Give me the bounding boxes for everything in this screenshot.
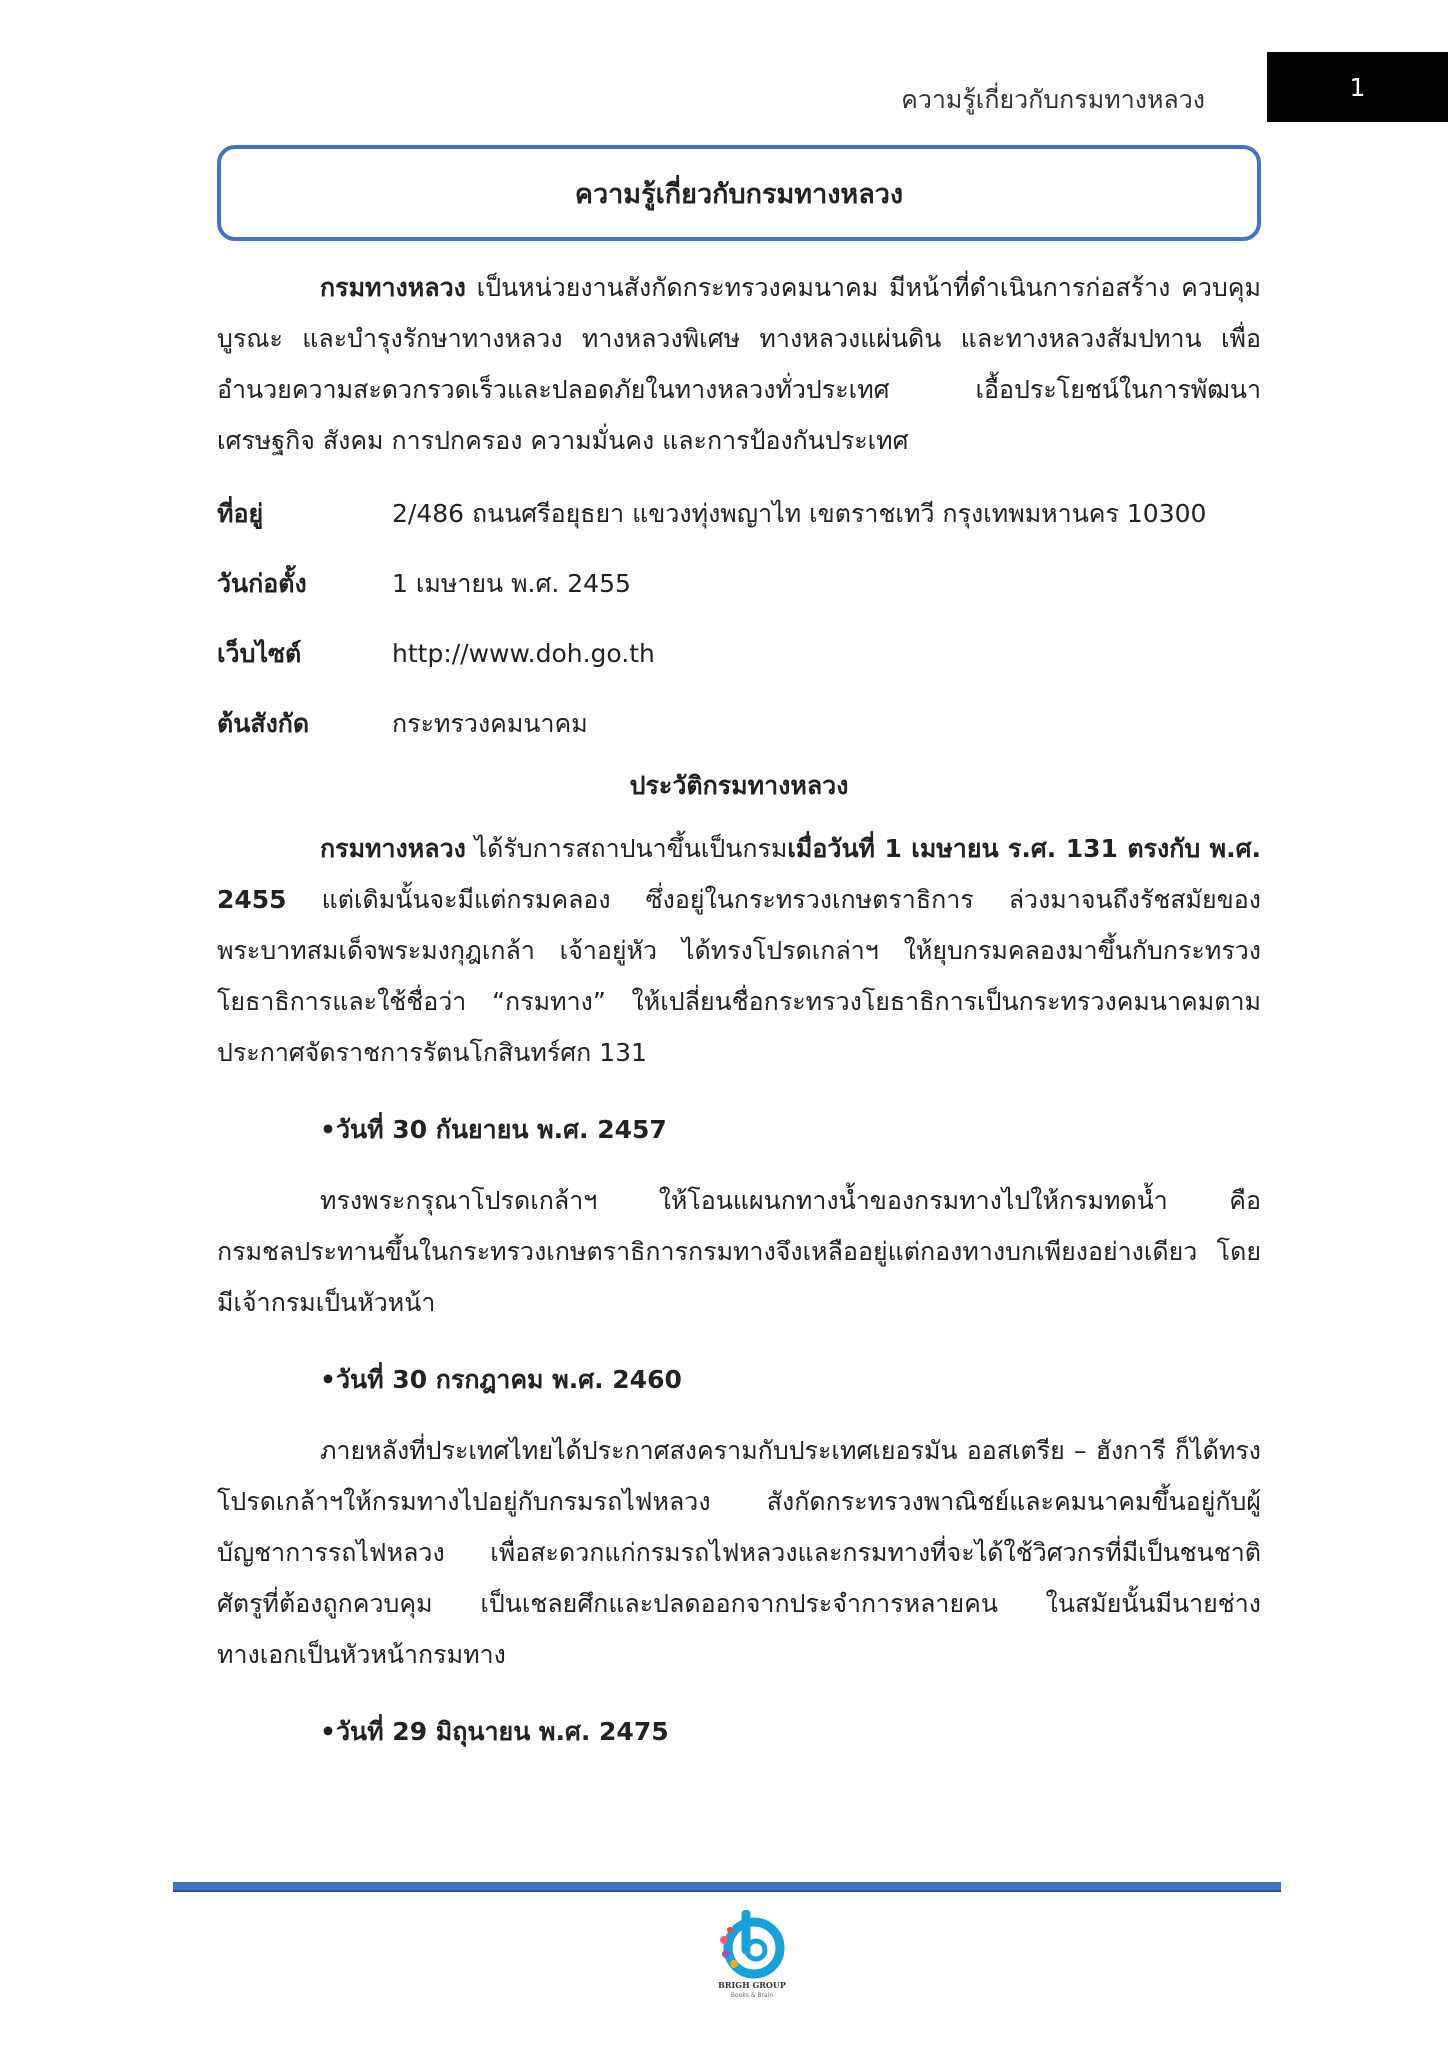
bullet-icon: • <box>320 1717 336 1746</box>
info-value: กระทรวงคมนาคม <box>392 708 588 738</box>
history-paragraph <box>217 823 1261 1078</box>
history-text-a: ได้รับการสถาปนาขึ้นเป็นกรม <box>465 834 788 863</box>
bullet-icon: • <box>320 1365 336 1394</box>
info-list <box>217 478 1261 758</box>
event-date: วันที่ 29 มิถุนายน พ.ศ. 2475 <box>336 1717 669 1746</box>
info-value: 1 เมษายน พ.ศ. 2455 <box>392 568 631 598</box>
title-box <box>217 145 1261 241</box>
info-label: ที่อยู่ <box>217 498 264 528</box>
intro-bold-lead: กรมทางหลวง <box>320 273 466 302</box>
logo-wordmark: BRIGH GROUP <box>718 1980 786 1990</box>
info-value: 2/486 ถนนศรีอยุธยา แขวงทุ่งพญาไท เขตราชเทวี กรุงเทพมหานคร 10300 <box>392 498 1207 528</box>
info-row-parent-agency <box>217 688 1261 758</box>
document-body <box>217 262 1261 1777</box>
event-date: วันที่ 30 กันยายน พ.ศ. 2457 <box>336 1115 667 1144</box>
info-label: เว็บไซต์ <box>217 638 302 668</box>
page-number: 1 <box>1349 72 1366 102</box>
history-heading: ประวัติกรมทางหลวง <box>629 771 849 800</box>
page-number-box <box>1267 52 1448 122</box>
website-link[interactable]: http://www.doh.go.th <box>392 638 655 668</box>
info-row-address <box>217 478 1261 548</box>
intro-paragraph <box>217 262 1261 466</box>
info-label: ต้นสังกัด <box>217 708 310 738</box>
event-bullet <box>320 1104 1261 1155</box>
event-bullet <box>320 1706 1261 1757</box>
document-title: ความรู้เกี่ยวกับกรมทางหลวง <box>574 178 904 210</box>
intro-text: เป็นหน่วยงานสังกัดกระทรวงคมนาคม มีหน้าที่ดำเนินการก่อสร้าง ควบคุม บูรณะ และบำรุงรักษาทางหลวง ทางหลวงพิเศษ ทางหลวงแผ่นดิน และทางหลวงสัมปทาน เพื่ออำนวยความสะดวกรวดเร็วและปลอดภัยในทางหลวงทั่วประเทศ เอื้อประโยชน์ในการพัฒนาเศรษฐกิจ สังคม การปกครอง ความมั่นคง และการป้องกันประเทศ <box>217 273 1261 455</box>
footer-rule <box>173 1882 1281 1892</box>
info-row-founded <box>217 548 1261 618</box>
info-row-website <box>217 618 1261 688</box>
brigh-group-logo-icon <box>716 1910 788 1990</box>
event-paragraph: ทรงพระกรุณาโปรดเกล้าฯ ให้โอนแผนกทางน้ำของกรมทางไปให้กรมทดน้ำ คือกรมชลประทานขึ้นในกระทรวงเกษตราธิการกรมทางจึงเหลืออยู่แต่กองทางบกเพียงอย่างเดียว โดยมีเจ้ากรมเป็นหัวหน้า <box>217 1186 1261 1317</box>
event-paragraph: ภายหลังที่ประเทศไทยได้ประกาศสงครามกับประเทศเยอรมัน ออสเตรีย – ฮังการี ก็ได้ทรงโปรดเกล้าฯให้กรมทางไปอยู่กับกรมรถไฟหลวง สังกัดกระทรวงพาณิชย์และคมนาคมขึ้นอยู่กับผู้บัญชาการรถไฟหลวง เพื่อสะดวกแก่กรมรถไฟหลวงและกรมทางที่จะได้ใช้วิศวกรที่มีเป็นชนชาติศัตรูที่ต้องถูกควบคุม เป็นเชลยศึกและปลดออกจากประจำการหลายคน ในสมัยนั้นมีนายช่างทางเอกเป็นหัวหน้ากรมทาง <box>217 1436 1261 1669</box>
event-date: วันที่ 30 กรกฎาคม พ.ศ. 2460 <box>336 1365 682 1394</box>
running-header: ความรู้เกี่ยวกับกรมทางหลวง <box>901 85 1205 114</box>
history-text-b: แต่เดิมนั้นจะมีแต่กรมคลอง ซึ่งอยู่ในกระทรวงเกษตราธิการ ล่วงมาจนถึงรัชสมัยของพระบาทสมเด็จพระมงกุฎเกล้า เจ้าอยู่หัว ได้ทรงโปรดเกล่าฯ ให้ยุบกรมคลองมาขึ้นกับกระทรวงโยธาธิการและใช้ชื่อว่า “กรมทาง” ให้เปลี่ยนชื่อกระทรวงโยธาธิการเป็นกระทรวงคมนาคมตามประกาศจัดราชการรัตนโกสินทร์ศก 131 <box>217 885 1261 1067</box>
history-bold-lead: กรมทางหลวง <box>320 834 466 863</box>
logo-tagline: Books & Brain <box>730 1992 774 1999</box>
event-bullet <box>320 1354 1261 1405</box>
history-bold-date: เมื่อวันที่ 1 เมษายน ร.ศ. 131 ตรงกับ พ.ศ. 2455 <box>217 834 1261 914</box>
bullet-icon: • <box>320 1115 336 1144</box>
info-label: วันก่อตั้ง <box>217 568 307 598</box>
